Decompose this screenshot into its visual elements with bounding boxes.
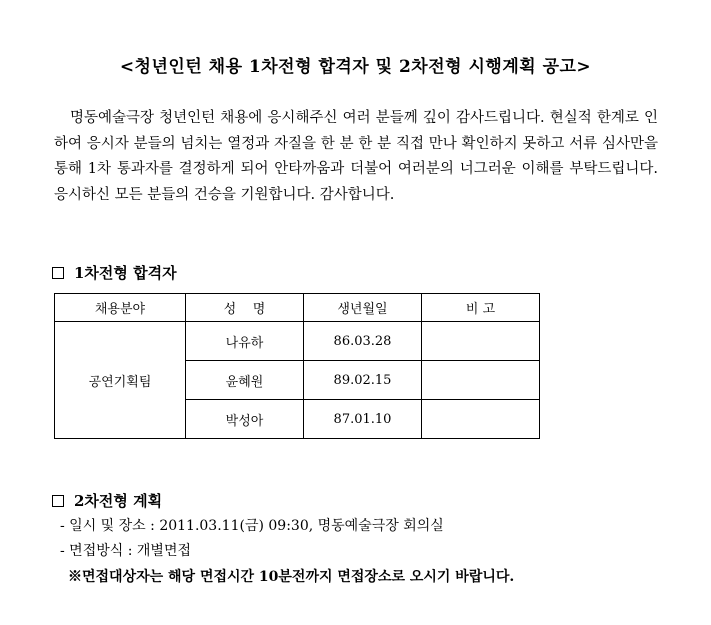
second-round-plan-list	[60, 514, 444, 564]
checkbox-square-icon	[52, 495, 64, 507]
table-row	[55, 322, 540, 361]
table-header-row	[55, 294, 540, 322]
section-heading-second-round	[52, 490, 162, 511]
checkbox-square-icon	[52, 267, 64, 279]
remarks-cell	[422, 361, 540, 400]
header-birthdate: 생년월일	[304, 294, 422, 322]
interview-note: ※면접대상자는 해당 면접시간 10분전까지 면접장소로 오시기 바랍니다.	[68, 569, 515, 585]
name-cell: 나유하	[186, 322, 304, 361]
list-item-schedule: - 일시 및 장소 : 2011.03.11(금) 09:30, 명동예술극장 회의실	[60, 518, 444, 534]
results-table	[54, 293, 540, 439]
birthdate-cell: 86.03.28	[304, 322, 422, 361]
header-name: 성 명	[186, 294, 304, 322]
remarks-cell	[422, 400, 540, 439]
notice-title: <청년인턴 채용 1차전형 합격자 및 2차전형 시행계획 공고>	[119, 57, 592, 77]
field-cell: 공연기획팀	[55, 322, 186, 439]
name-cell: 박성아	[186, 400, 304, 439]
header-field: 채용분야	[55, 294, 186, 322]
section-heading-first-round-label: 1차전형 합격자	[74, 264, 177, 282]
birthdate-cell: 89.02.15	[304, 361, 422, 400]
header-remarks: 비 고	[422, 294, 540, 322]
remarks-cell	[422, 322, 540, 361]
list-item-interview-method: - 면접방식 : 개별면접	[60, 543, 191, 559]
section-heading-first-round	[52, 262, 177, 283]
name-cell: 윤혜원	[186, 361, 304, 400]
intro-paragraph: 명동예술극장 청년인턴 채용에 응시해주신 여러 분들께 깊이 감사드립니다. 현실적 한계로 인하여 응시자 분들의 넘치는 열정과 자질을 한 분 한 분 직접 만나 확인하지 못하고 서류 심사만을 통해 1차 통과자를 결정하게 되어 안타까움과 더불어 여러분의 너그러운 이해를 부탁드립니다. 응시하신 모든 분들의 건승을 기원합니다. 감사합니다.	[54, 110, 658, 203]
birthdate-cell: 87.01.10	[304, 400, 422, 439]
section-heading-second-round-label: 2차전형 계획	[74, 492, 163, 510]
